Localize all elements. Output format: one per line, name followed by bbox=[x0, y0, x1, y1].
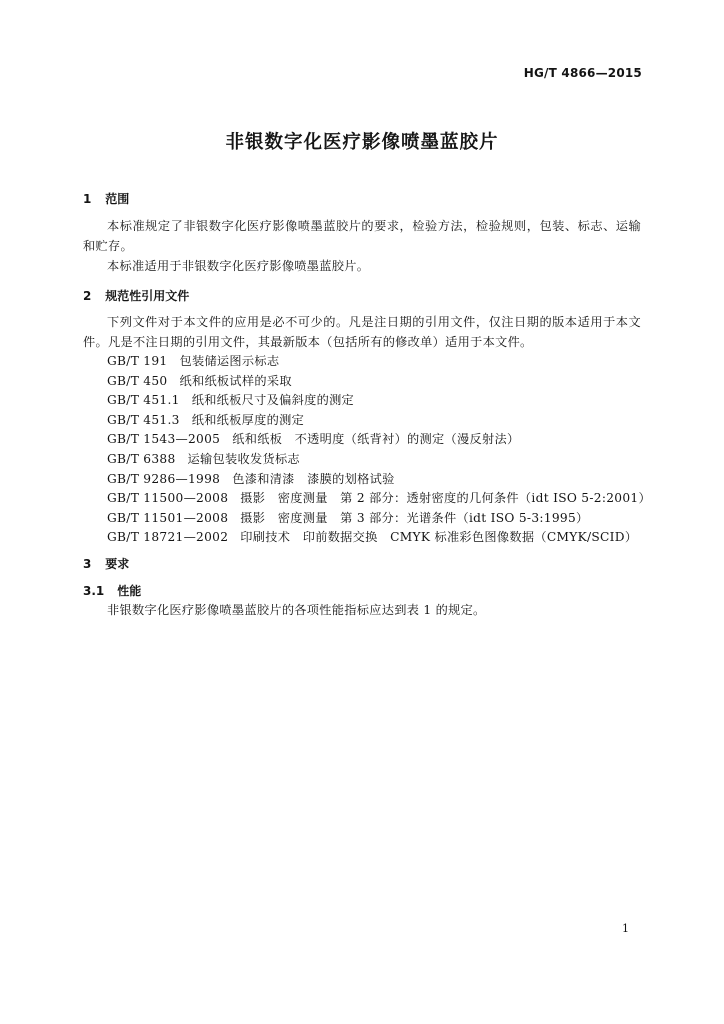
reference-item bbox=[107, 352, 651, 372]
section-heading-normative-refs bbox=[83, 287, 189, 304]
reference-item bbox=[107, 372, 651, 392]
reference-item bbox=[107, 528, 651, 548]
reference-title: 色漆和清漆 漆膜的划格试验 bbox=[232, 471, 395, 486]
reference-title: 摄影 密度测量 第 2 部分：透射密度的几何条件（idt ISO 5-2:2001） bbox=[240, 491, 651, 506]
reference-code: GB/T 11501—2008 bbox=[107, 510, 229, 525]
reference-title: 印刷技术 印前数据交换 CMYK 标准彩色图像数据（CMYK/SCID） bbox=[240, 530, 638, 545]
section-number: 2 bbox=[83, 289, 92, 303]
reference-title: 纸和纸板尺寸及偏斜度的测定 bbox=[191, 393, 355, 408]
section-heading-requirements bbox=[83, 555, 129, 572]
reference-code: GB/T 11500—2008 bbox=[107, 491, 229, 506]
reference-item bbox=[107, 489, 651, 509]
reference-item bbox=[107, 391, 651, 411]
section-title: 要求 bbox=[105, 557, 130, 571]
reference-item bbox=[107, 450, 651, 470]
page-number: 1 bbox=[622, 922, 629, 935]
reference-title: 纸和纸板 不透明度（纸背衬）的测定（漫反射法） bbox=[232, 432, 520, 447]
reference-list bbox=[107, 352, 651, 548]
reference-code: GB/T 451.3 bbox=[107, 412, 180, 427]
reference-code: GB/T 451.1 bbox=[107, 393, 180, 408]
reference-code: GB/T 191 bbox=[107, 354, 168, 368]
section-heading-performance bbox=[83, 582, 141, 599]
section-title: 性能 bbox=[117, 584, 142, 598]
section-number: 1 bbox=[83, 192, 92, 206]
scope-paragraph: 本标准规定了非银数字化医疗影像喷墨蓝胶片的要求，检验方法，检验规则，包装、标志、运输和贮存。 bbox=[83, 219, 641, 253]
reference-code: GB/T 450 bbox=[107, 373, 168, 388]
reference-code: GB/T 9286—1998 bbox=[107, 471, 221, 486]
reference-code: GB/T 1543—2005 bbox=[107, 432, 221, 447]
reference-title: 包装储运图示标志 bbox=[179, 354, 280, 368]
reference-item bbox=[107, 470, 651, 490]
normative-refs-intro: 下列文件对于本文件的应用是必不可少的。凡是注日期的引用文件，仅注日期的版本适用于本文件。凡是不注日期的引用文件，其最新版本（包括所有的修改单）适用于本文件。 bbox=[83, 315, 641, 349]
reference-code: GB/T 18721—2002 bbox=[107, 530, 229, 545]
reference-title: 纸和纸板厚度的测定 bbox=[191, 412, 305, 427]
scope-applicability: 本标准适用于非银数字化医疗影像喷墨蓝胶片。 bbox=[107, 259, 370, 273]
section-number: 3.1 bbox=[83, 584, 105, 598]
section-title: 范围 bbox=[105, 192, 130, 206]
reference-code: GB/T 6388 bbox=[107, 451, 176, 466]
reference-title: 摄影 密度测量 第 3 部分：光谱条件（idt ISO 5-3:1995） bbox=[240, 510, 589, 525]
performance-paragraph: 非银数字化医疗影像喷墨蓝胶片的各项性能指标应达到表 1 的规定。 bbox=[107, 603, 486, 617]
section-number: 3 bbox=[83, 557, 92, 571]
standard-code: HG/T 4866—2015 bbox=[523, 66, 642, 80]
document-title: 非银数字化医疗影像喷墨蓝胶片 bbox=[225, 132, 499, 153]
section-title: 规范性引用文件 bbox=[105, 289, 190, 303]
reference-item bbox=[107, 411, 651, 431]
section-heading-scope bbox=[83, 190, 129, 207]
reference-title: 运输包装收发货标志 bbox=[187, 451, 300, 466]
reference-item bbox=[107, 509, 651, 529]
reference-item bbox=[107, 430, 651, 450]
reference-title: 纸和纸板试样的采取 bbox=[179, 373, 292, 388]
